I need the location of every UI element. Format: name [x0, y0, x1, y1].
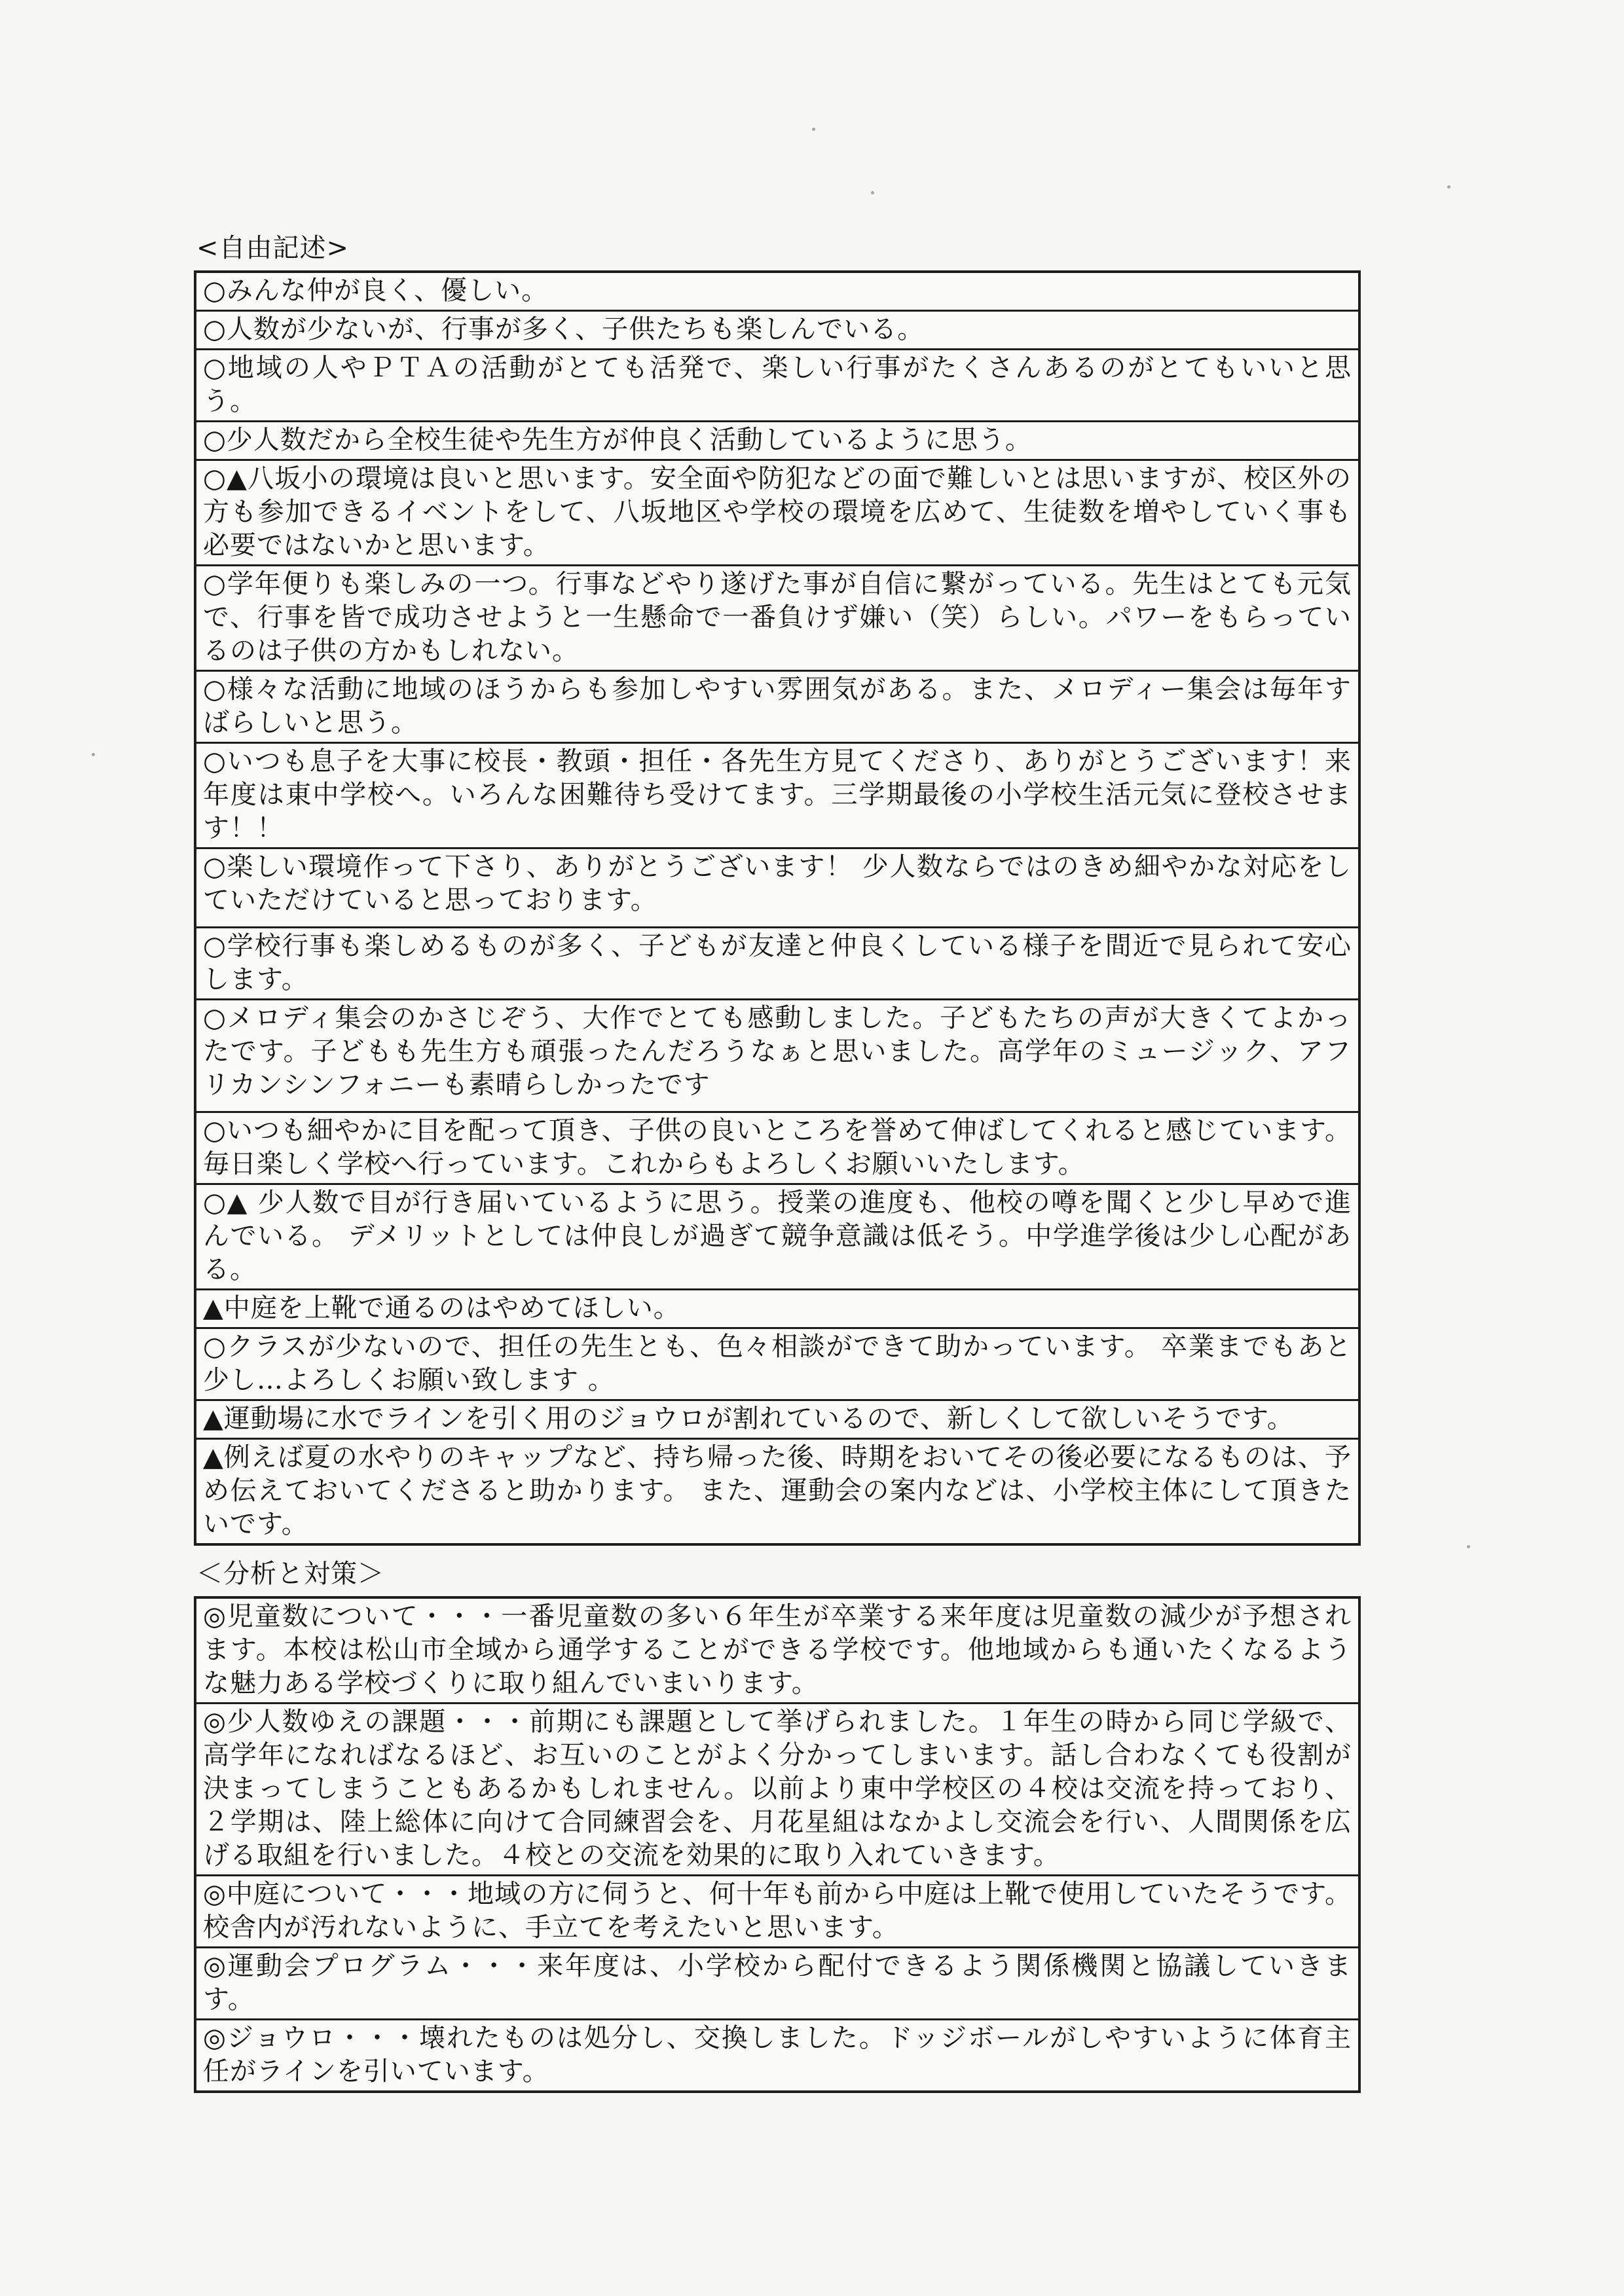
comment-row: ○学年便りも楽しみの一つ。行事などやり遂げた事が自信に繋がっている。先生はとても元気で、行事を皆で成功させようと一生懸命で一番負けず嫌い（笑）らしい。パワーをもらっているのは子供の方かもしれない。 — [196, 564, 1358, 670]
comment-row: ○▲八坂小の環境は良いと思います。安全面や防犯などの面で難しいとは思いますが、校区外の方も参加できるイベントをして、八坂地区や学校の環境を広めて、生徒数を増やしていく事も必要ではないかと思います。 — [196, 459, 1358, 564]
comment-row: ▲運動場に水でラインを引く用のジョウロが割れているので、新しくして欲しいそうです。 — [196, 1399, 1358, 1438]
comment-row: ○いつも息子を大事に校長・教頭・担任・各先生方見てくださり、ありがとうございます！来年度は東中学校へ。いろんな困難待ち受けてます。三学期最後の小学校生活元気に登校させます！！ — [196, 742, 1358, 847]
free-comments-table — [194, 270, 1361, 1546]
comment-row: ▲例えば夏の水やりのキャップなど、持ち帰った後、時期をおいてその後必要になるものは、予め伝えておいてくださると助かります。 また、運動会の案内などは、小学校主体にして頂きたいです。 — [196, 1438, 1358, 1543]
scan-speck — [1467, 1545, 1470, 1548]
analysis-row: ◎児童数について・・・一番児童数の多い６年生が卒業する来年度は児童数の減少が予想されます。本校は松山市全域から通学することができる学校です。他地域からも通いたくなるような魅力ある学校づくりに取り組んでいまいります。 — [203, 1601, 1352, 1698]
free-comments-heading: <自由記述> — [196, 233, 350, 263]
analysis-heading: ＜分析と対策＞ — [196, 1559, 384, 1589]
comment-row: ○いつも細やかに目を配って頂き、子供の良いところを誉めて伸ばしてくれると感じています。毎日楽しく学校へ行っています。これからもよろしくお願いいたします。 — [196, 1111, 1358, 1183]
scan-speck — [812, 128, 815, 131]
comment-row: ○少人数だから全校生徒や先生方が仲良く活動しているように思う。 — [196, 420, 1358, 459]
analysis-row: ◎ジョウロ・・・壊れたものは処分し、交換しました。ドッジボールがしやすいように体育主任がラインを引いています。 — [196, 2018, 1358, 2090]
comment-row: ○クラスが少ないので、担任の先生とも、色々相談ができて助かっています。 卒業までもあと少し…よろしくお願い致します 。 — [196, 1327, 1358, 1399]
analysis-row: ◎少人数ゆえの課題・・・前期にも課題として挙げられました。１年生の時から同じ学級で、高学年になればなるほど、お互いのことがよく分かってしまいます。話し合わなくても役割が決まってしまうこともあるかもしれません。以前より東中学校区の４校は交流を持っており、２学期は、陸上総体に向けて合同練習会を、月花星組はなかよし交流会を行い、人間関係を広げる取組を行いました。４校との交流を効果的に取り入れていきます。 — [196, 1702, 1358, 1874]
comment-row: ○みんな仲が良く、優しい。 — [203, 276, 549, 306]
analysis-row: ◎運動会プログラム・・・来年度は、小学校から配付できるよう関係機関と協議していきます。 — [196, 1946, 1358, 2018]
scan-speck — [871, 191, 874, 194]
analysis-table — [194, 1596, 1361, 2093]
scan-speck — [92, 753, 95, 756]
scan-speck — [1447, 185, 1450, 189]
comment-row: ○▲ 少人数で目が行き届いているように思う。授業の進度も、他校の噂を聞くと少し早めで進んでいる。 デメリットとしては仲良しが過ぎて競争意識は低そう。中学進学後は少し心配がある。 — [196, 1183, 1358, 1288]
comment-row: ○楽しい環境作って下さり、ありがとうございます！ 少人数ならではのきめ細やかな対応をしていただけていると思っております。 — [196, 847, 1358, 926]
analysis-row: ◎中庭について・・・地域の方に伺うと、何十年も前から中庭は上靴で使用していたそうです。校舎内が汚れないように、手立てを考えたいと思います。 — [196, 1874, 1358, 1946]
comment-row: ○地域の人やＰＴＡの活動がとても活発で、楽しい行事がたくさんあるのがとてもいいと思う。 — [196, 348, 1358, 420]
comment-row: ○メロディ集会のかさじぞう、大作でとても感動しました。子どもたちの声が大きくてよかったです。子どもも先生方も頑張ったんだろうなぁと思いました。高学年のミュージック、アフリカンシンフォニーも素晴らしかったです — [196, 998, 1358, 1111]
comment-row: ○人数が少ないが、行事が多く、子供たちも楽しんでいる。 — [196, 310, 1358, 348]
comment-row: ○学校行事も楽しめるものが多く、子どもが友達と仲良くしている様子を間近で見られて安心します。 — [196, 926, 1358, 998]
comment-row: ○様々な活動に地域のほうからも参加しやすい雰囲気がある。また、メロディー集会は毎年すばらしいと思う。 — [196, 670, 1358, 742]
comment-row: ▲中庭を上靴で通るのはやめてほしい。 — [196, 1288, 1358, 1327]
